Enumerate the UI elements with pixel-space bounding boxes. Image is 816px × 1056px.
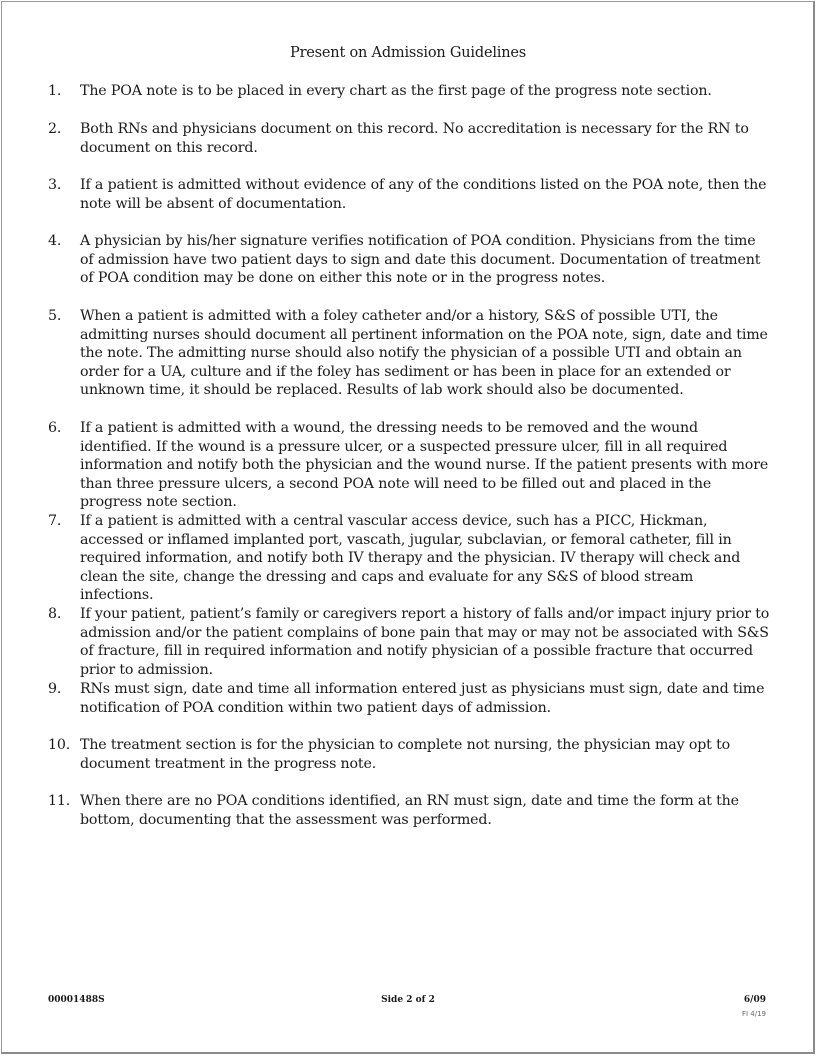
item-text: When there are no POA conditions identified, an RN must sign, date and time the form at the bottom, documenting that the assessment was performed. [80,793,739,828]
form-number: 00001488S [48,995,105,1005]
item-text: RNs must sign, date and time all information entered just as physicians must sign, date and time notification of POA condition within two patient days of admission. [80,681,765,716]
item-number: 8. [48,606,62,622]
form-date: 6/09 [743,995,766,1005]
item-number: 7. [48,513,62,529]
item-number: 9. [48,681,62,697]
item-text: Both RNs and physicians document on this record. No accreditation is necessary for the RN to document on this record. [80,121,749,156]
revision-code: FI 4/19 [741,1010,766,1018]
item-number: 5. [48,308,62,324]
item-number: 3. [48,177,62,193]
item-text: The treatment section is for the physician to complete not nursing, the physician may opt to document treatment in the progress note. [80,737,731,772]
item-text: A physician by his/her signature verifies notification of POA condition. Physicians from the time of admission have two patient days to sign and date this document. Documentation of treatment of POA condition may be done on either this note or in the progress notes. [80,233,761,287]
item-number: 1. [48,83,62,99]
item-number: 10. [48,737,71,753]
item-text: When a patient is admitted with a foley catheter and/or a history, S&S of possible UTI, the admitting nurses should document all pertinent information on the POA note, sign, date and time the note. The admitting nurse should also notify the physician of a possible UTI and obtain an order for a UA, culture and if the foley has sediment or has been in place for an extended or unknown time, it should be replaced. Results of lab work should also be documented. [80,308,768,399]
item-number: 11. [48,793,71,809]
item-text: If a patient is admitted with a central vascular access device, such has a PICC, Hickman, accessed or inflamed implanted port, vascath, jugular, subclavian, or femoral catheter, fill in required information, and notify both IV therapy and the physician. IV therapy will check and clean the site, change the dressing and caps and evaluate for any S&S of blood stream infections. [80,513,741,604]
item-number: 2. [48,121,62,137]
item-text: If your patient, patient’s family or caregivers report a history of falls and/or impact injury prior to admission and/or the patient complains of bone pain that may or may not be associated with S&S of fracture, fill in required information and notify physician of a possible fracture that occurred prior to admission. [80,606,770,678]
item-number: 6. [48,420,62,436]
item-text: If a patient is admitted without evidence of any of the conditions listed on the POA note, then the note will be absent of documentation. [80,177,767,212]
item-text: If a patient is admitted with a wound, the dressing needs to be removed and the wound identified. If the wound is a pressure ulcer, or a suspected pressure ulcer, fill in all required information and notify both the physician and the wound nurse. If the patient presents with more than three pressure ulcers, a second POA note will need to be filled out and placed in the progress note section. [80,420,769,511]
item-number: 4. [48,233,62,249]
side-indicator: Side 2 of 2 [381,995,435,1005]
item-text: The POA note is to be placed in every chart as the first page of the progress note section. [80,83,712,99]
page-title: Present on Admission Guidelines [290,45,526,61]
